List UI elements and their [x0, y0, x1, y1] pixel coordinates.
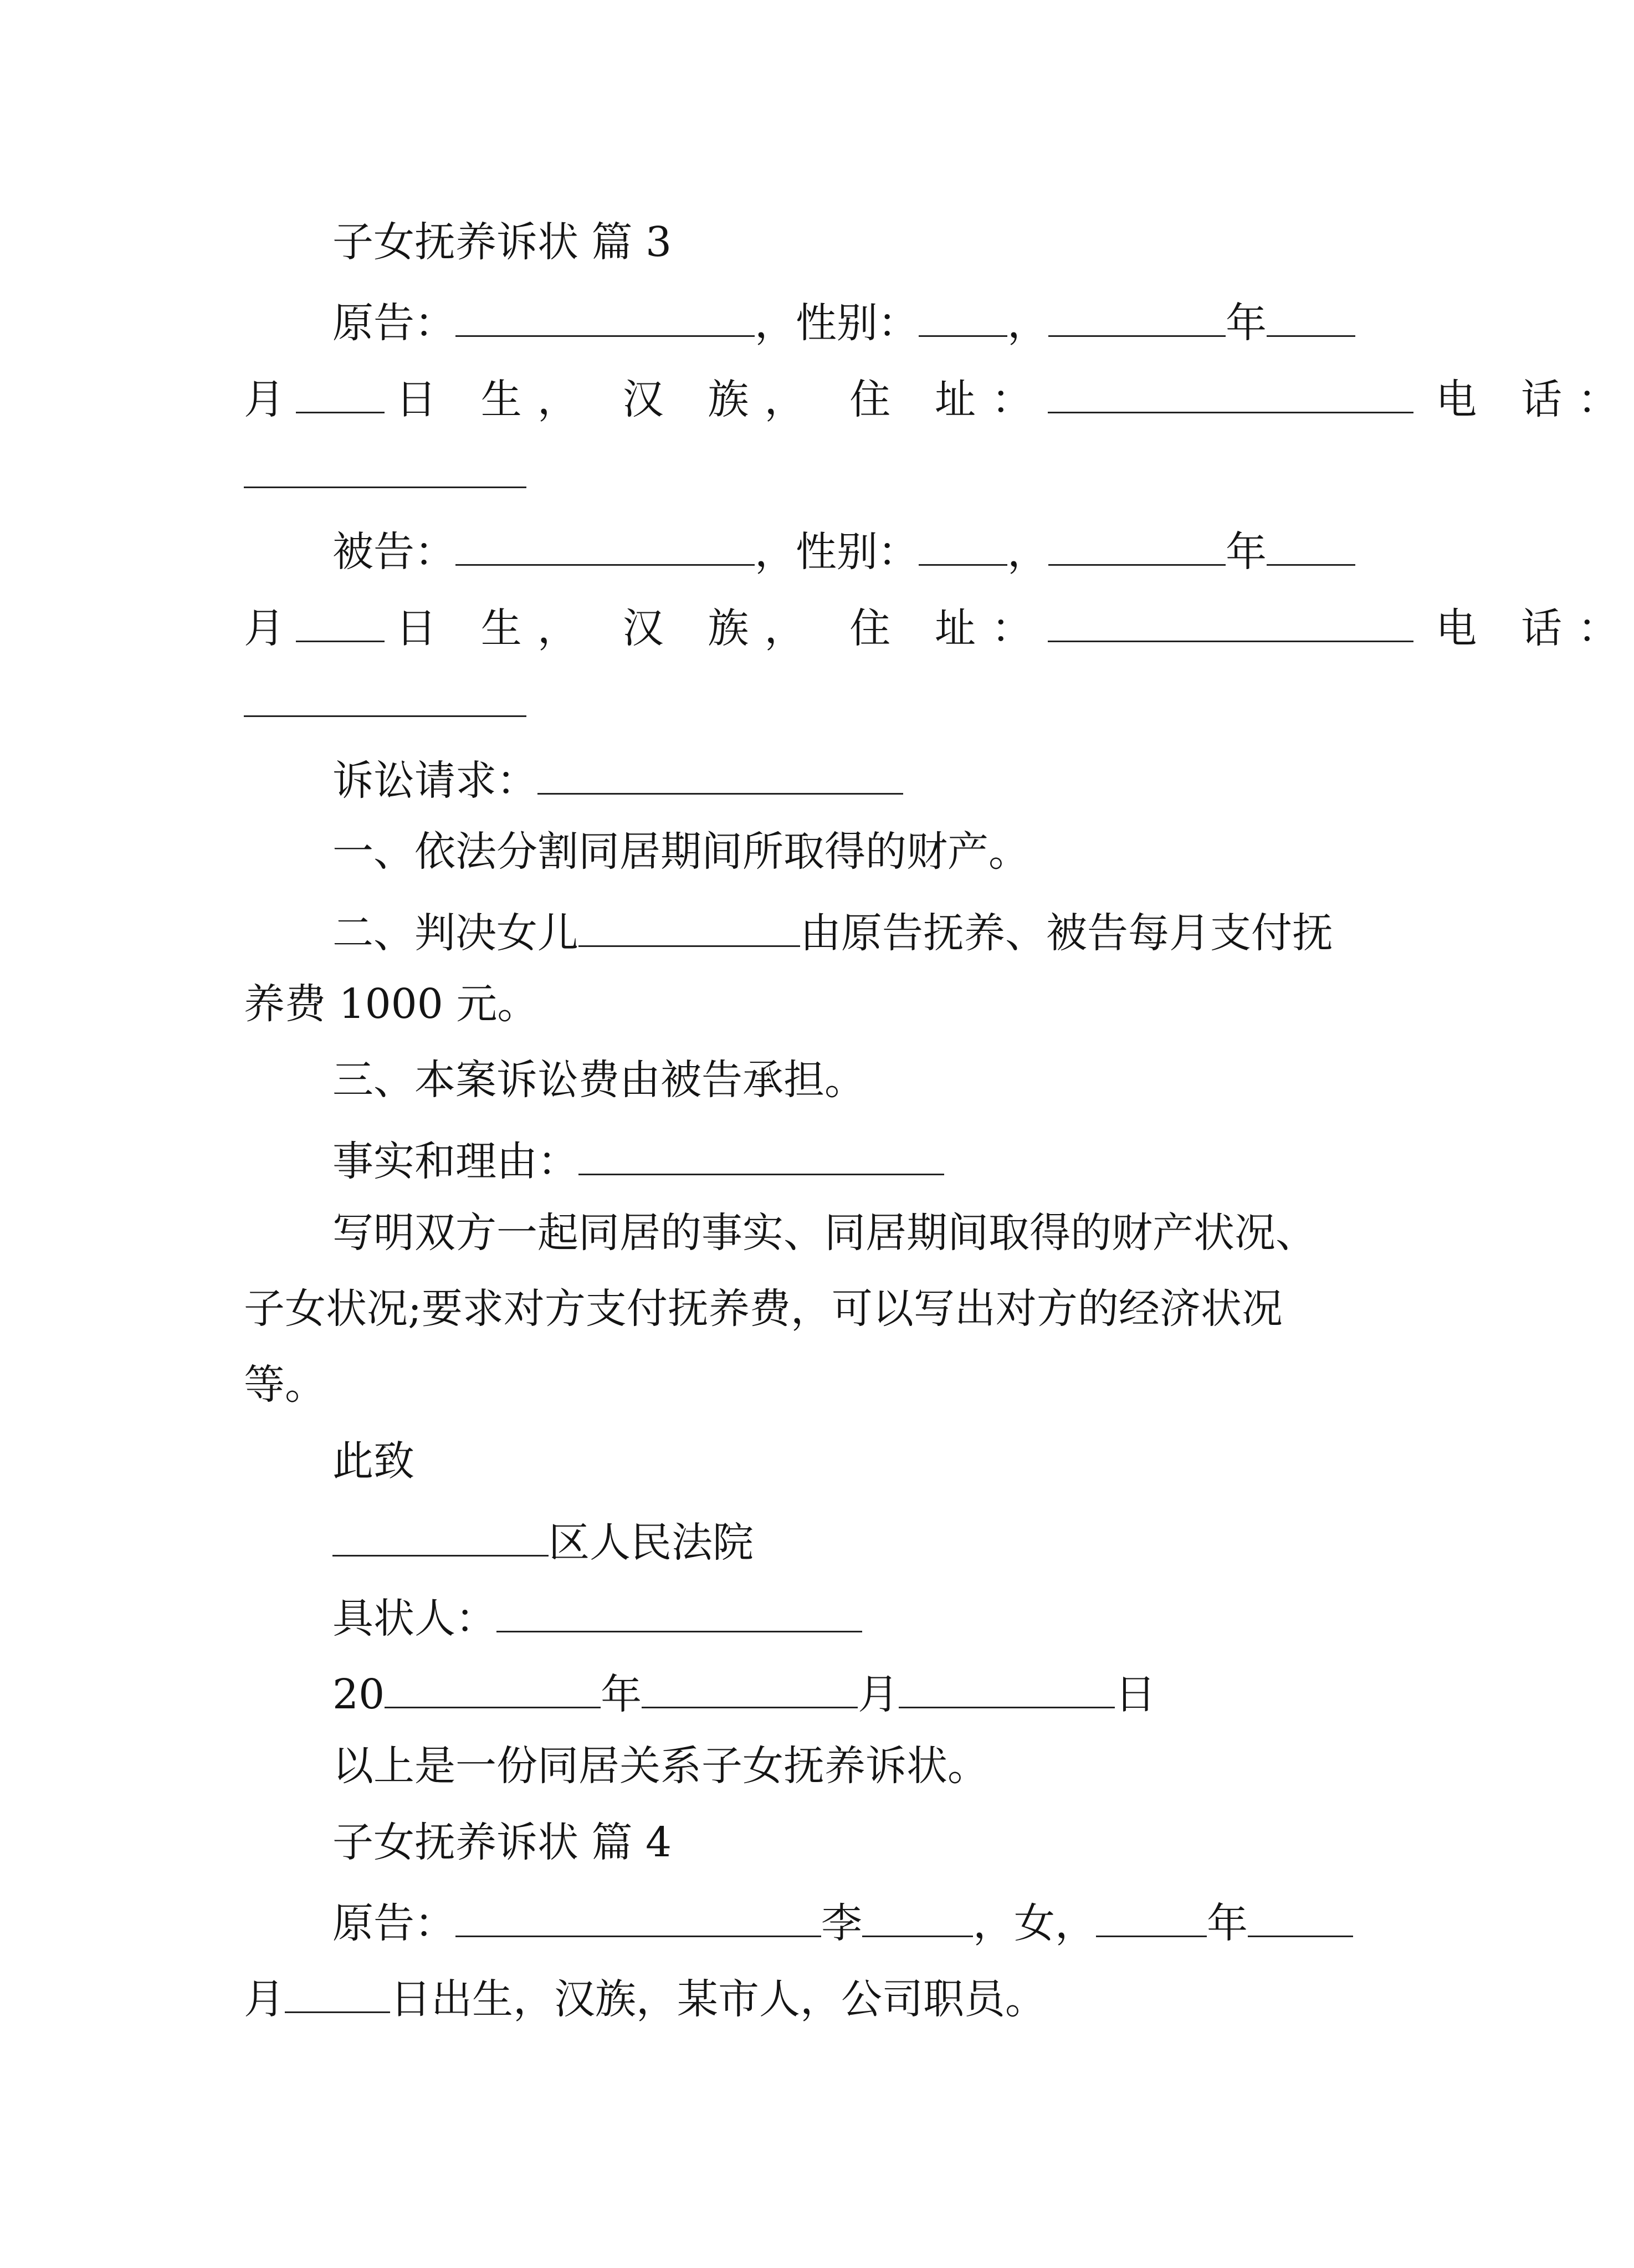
- defendant-name-blank: [455, 526, 755, 566]
- birth-month-blank: [1267, 526, 1355, 566]
- month-label: 月: [244, 605, 285, 653]
- birth-year-blank: [1096, 1898, 1207, 1937]
- month-label: 月: [244, 1975, 285, 2024]
- s3-plaintiff-line-3: [244, 449, 526, 495]
- plaintiff-label: 原告：: [332, 1900, 455, 1948]
- month-label: 月: [244, 376, 285, 424]
- date-month-blank: [642, 1669, 858, 1708]
- facts-line: [332, 1136, 944, 1186]
- claim-3: 三、本案诉讼费由被告承担。: [332, 1056, 865, 1104]
- gender-blank: [919, 298, 1007, 337]
- s4-plaintiff-line-1: [332, 1898, 1353, 1948]
- birth-day-blank: [296, 603, 385, 642]
- claims-blank: [537, 755, 903, 795]
- birth-year-blank: [1048, 298, 1226, 337]
- claim-2-prefix: 二、判决女儿: [332, 909, 578, 958]
- phone-label: 电 话：: [1436, 376, 1634, 424]
- plaintiff-name-blank: [455, 298, 755, 337]
- facts-label: 事实和理由：: [332, 1138, 578, 1186]
- date-line: [332, 1669, 1156, 1719]
- comma-text: ，: [1007, 299, 1048, 347]
- facts-text-1: 写明双方一起同居的事实、同居期间取得的财产状况、: [332, 1209, 1317, 1257]
- phone-blank: [244, 678, 526, 717]
- section-3-title: 子女抚养诉状 篇 3: [332, 218, 672, 266]
- signer-label: 具状人：: [332, 1595, 496, 1643]
- female-label: ，女，: [973, 1900, 1096, 1948]
- s3-defendant-line-1: [332, 526, 1355, 576]
- claim-2-suffix: 由原告抚养、被告每月支付抚: [800, 909, 1333, 958]
- birth-day-blank: [296, 374, 385, 413]
- date-year-blank: [385, 1669, 601, 1708]
- court-line: [332, 1517, 754, 1567]
- s3-defendant-line-2: [244, 603, 1634, 653]
- court-district-blank: [332, 1517, 549, 1557]
- facts-text-3: 等。: [244, 1361, 326, 1409]
- plaintiff-label: 原告：: [332, 299, 455, 347]
- signer-blank: [496, 1593, 862, 1632]
- daughter-name-blank: [578, 908, 800, 947]
- facts-blank: [578, 1136, 944, 1175]
- birth-ethnic-occupation: 日出生，汉族，某市人，公司职员。: [390, 1975, 1046, 2024]
- given-name-blank: [862, 1898, 973, 1937]
- s4-plaintiff-line-2: [244, 1974, 1046, 2024]
- date-day-label: 日: [1115, 1671, 1156, 1719]
- gender-label: ，性别：: [755, 299, 919, 347]
- birth-year-blank: [1048, 526, 1226, 566]
- summary-text: 以上是一份同居关系子女抚养诉状。: [332, 1742, 988, 1790]
- birth-month-blank: [1267, 298, 1355, 337]
- defendant-label: 被告：: [332, 528, 455, 576]
- phone-blank: [244, 449, 526, 488]
- born-ethnic-address-label: 日 生， 汉 族， 住 址：: [396, 605, 1048, 653]
- year-label: 年: [1207, 1900, 1248, 1948]
- plaintiff-name-blank: [455, 1898, 821, 1937]
- born-ethnic-address-label: 日 生， 汉 族， 住 址：: [396, 376, 1048, 424]
- claims-label: 诉讼请求：: [332, 757, 537, 805]
- signer-line: [332, 1593, 862, 1643]
- year-label: 年: [1226, 299, 1267, 347]
- court-name: 区人民法院: [549, 1519, 754, 1567]
- facts-text-2: 子女状况;要求对方支付抚养费，可以写出对方的经济状况: [244, 1285, 1283, 1333]
- phone-label: 电 话：: [1436, 605, 1634, 653]
- claim-2-line-1: [332, 908, 1333, 958]
- claims-line: [332, 755, 903, 805]
- gender-label: ，性别：: [755, 528, 919, 576]
- comma-text: ，: [1007, 528, 1048, 576]
- gender-blank: [919, 526, 1007, 566]
- claim-2-line-2: 养费 1000 元。: [244, 980, 539, 1028]
- date-day-blank: [899, 1669, 1115, 1708]
- claim-1: 一、依法分割同居期间所取得的财产。: [332, 828, 1029, 876]
- birth-day-blank: [285, 1974, 390, 2013]
- section-4-title: 子女抚养诉状 篇 4: [332, 1819, 672, 1866]
- address-blank: [1048, 603, 1413, 642]
- s3-plaintiff-line-2: [244, 374, 1634, 424]
- surname-li: 李: [821, 1900, 862, 1948]
- year-label: 年: [1226, 528, 1267, 576]
- date-month-label: 月: [858, 1671, 899, 1719]
- date-year-label: 年: [601, 1671, 642, 1719]
- address-blank: [1048, 374, 1413, 413]
- salutation: 此致: [332, 1437, 414, 1485]
- s3-plaintiff-line-1: [332, 298, 1355, 347]
- date-year-prefix: 20: [332, 1671, 385, 1719]
- s3-defendant-line-3: [244, 678, 526, 724]
- birth-month-blank: [1248, 1898, 1353, 1937]
